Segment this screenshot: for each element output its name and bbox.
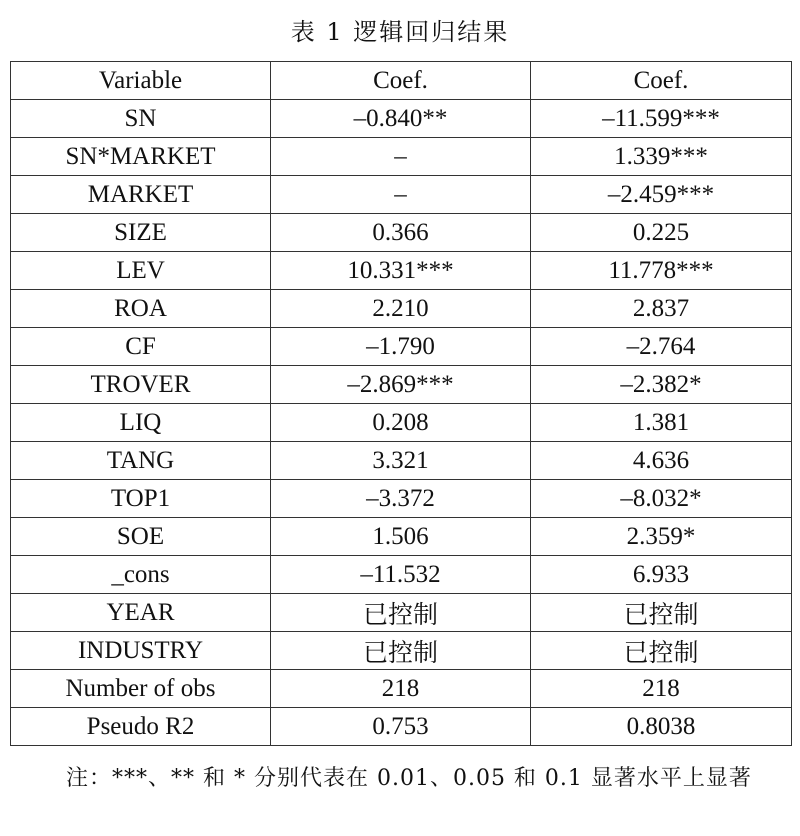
coef-model1-cell: 10.331*** xyxy=(271,252,531,290)
table-note: 注：***、** 和 * 分别代表在 0.01、0.05 和 0.1 显著水平上显著 xyxy=(66,766,752,791)
coef-model1-cell: 已控制 xyxy=(271,594,531,632)
table-body xyxy=(11,100,792,746)
regression-results-table xyxy=(10,61,792,746)
coef-model1-cell: –1.790 xyxy=(271,328,531,366)
coef-model1-cell: 0.208 xyxy=(271,404,531,442)
coef-model2-cell: –11.599*** xyxy=(531,100,792,138)
coef-model1-cell: –11.532 xyxy=(271,556,531,594)
variable-cell: TANG xyxy=(11,442,271,480)
table-row xyxy=(11,328,792,366)
table-row xyxy=(11,404,792,442)
coef-model2-cell: 11.778*** xyxy=(531,252,792,290)
coef-model1-cell: –2.869*** xyxy=(271,366,531,404)
variable-cell: SN*MARKET xyxy=(11,138,271,176)
variable-cell: SOE xyxy=(11,518,271,556)
variable-cell: MARKET xyxy=(11,176,271,214)
coef-model1-cell: 0.366 xyxy=(271,214,531,252)
header-coef-model1: Coef. xyxy=(271,62,531,100)
variable-cell: SIZE xyxy=(11,214,271,252)
coef-model1-cell: 已控制 xyxy=(271,632,531,670)
coef-model2-cell: 0.225 xyxy=(531,214,792,252)
coef-model2-cell: –2.459*** xyxy=(531,176,792,214)
coef-model2-cell: 218 xyxy=(531,670,792,708)
table-row xyxy=(11,594,792,632)
table-row xyxy=(11,632,792,670)
table-row xyxy=(11,290,792,328)
table-row xyxy=(11,214,792,252)
table-row xyxy=(11,138,792,176)
variable-cell: CF xyxy=(11,328,271,366)
table-row xyxy=(11,100,792,138)
coef-model2-cell: 1.381 xyxy=(531,404,792,442)
variable-cell: TROVER xyxy=(11,366,271,404)
header-variable: Variable xyxy=(11,62,271,100)
variable-cell: Pseudo R2 xyxy=(11,708,271,746)
coef-model1-cell: –0.840** xyxy=(271,100,531,138)
table-row xyxy=(11,708,792,746)
coef-model1-cell: 0.753 xyxy=(271,708,531,746)
coef-model1-cell: 2.210 xyxy=(271,290,531,328)
coef-model1-cell: 1.506 xyxy=(271,518,531,556)
coef-model2-cell: 已控制 xyxy=(531,594,792,632)
coef-model2-cell: 6.933 xyxy=(531,556,792,594)
variable-cell: YEAR xyxy=(11,594,271,632)
variable-cell: INDUSTRY xyxy=(11,632,271,670)
variable-cell: ROA xyxy=(11,290,271,328)
table-row xyxy=(11,442,792,480)
coef-model2-cell: –2.382* xyxy=(531,366,792,404)
variable-cell: LIQ xyxy=(11,404,271,442)
table-row xyxy=(11,670,792,708)
coef-model1-cell: – xyxy=(271,176,531,214)
variable-cell: LEV xyxy=(11,252,271,290)
coef-model2-cell: 4.636 xyxy=(531,442,792,480)
coef-model1-cell: – xyxy=(271,138,531,176)
coef-model2-cell: –8.032* xyxy=(531,480,792,518)
table-row xyxy=(11,556,792,594)
header-coef-model2: Coef. xyxy=(531,62,792,100)
table-row xyxy=(11,518,792,556)
coef-model1-cell: 3.321 xyxy=(271,442,531,480)
coef-model2-cell: 2.359* xyxy=(531,518,792,556)
table-row xyxy=(11,176,792,214)
coef-model2-cell: 已控制 xyxy=(531,632,792,670)
coef-model1-cell: 218 xyxy=(271,670,531,708)
table-header-row xyxy=(11,62,792,100)
coef-model2-cell: –2.764 xyxy=(531,328,792,366)
table-title: 表 1 逻辑回归结果 xyxy=(290,18,510,46)
coef-model2-cell: 0.8038 xyxy=(531,708,792,746)
coef-model2-cell: 2.837 xyxy=(531,290,792,328)
variable-cell: _cons xyxy=(11,556,271,594)
table-row xyxy=(11,252,792,290)
coef-model1-cell: –3.372 xyxy=(271,480,531,518)
variable-cell: Number of obs xyxy=(11,670,271,708)
coef-model2-cell: 1.339*** xyxy=(531,138,792,176)
table-row xyxy=(11,480,792,518)
variable-cell: TOP1 xyxy=(11,480,271,518)
table-row xyxy=(11,366,792,404)
variable-cell: SN xyxy=(11,100,271,138)
